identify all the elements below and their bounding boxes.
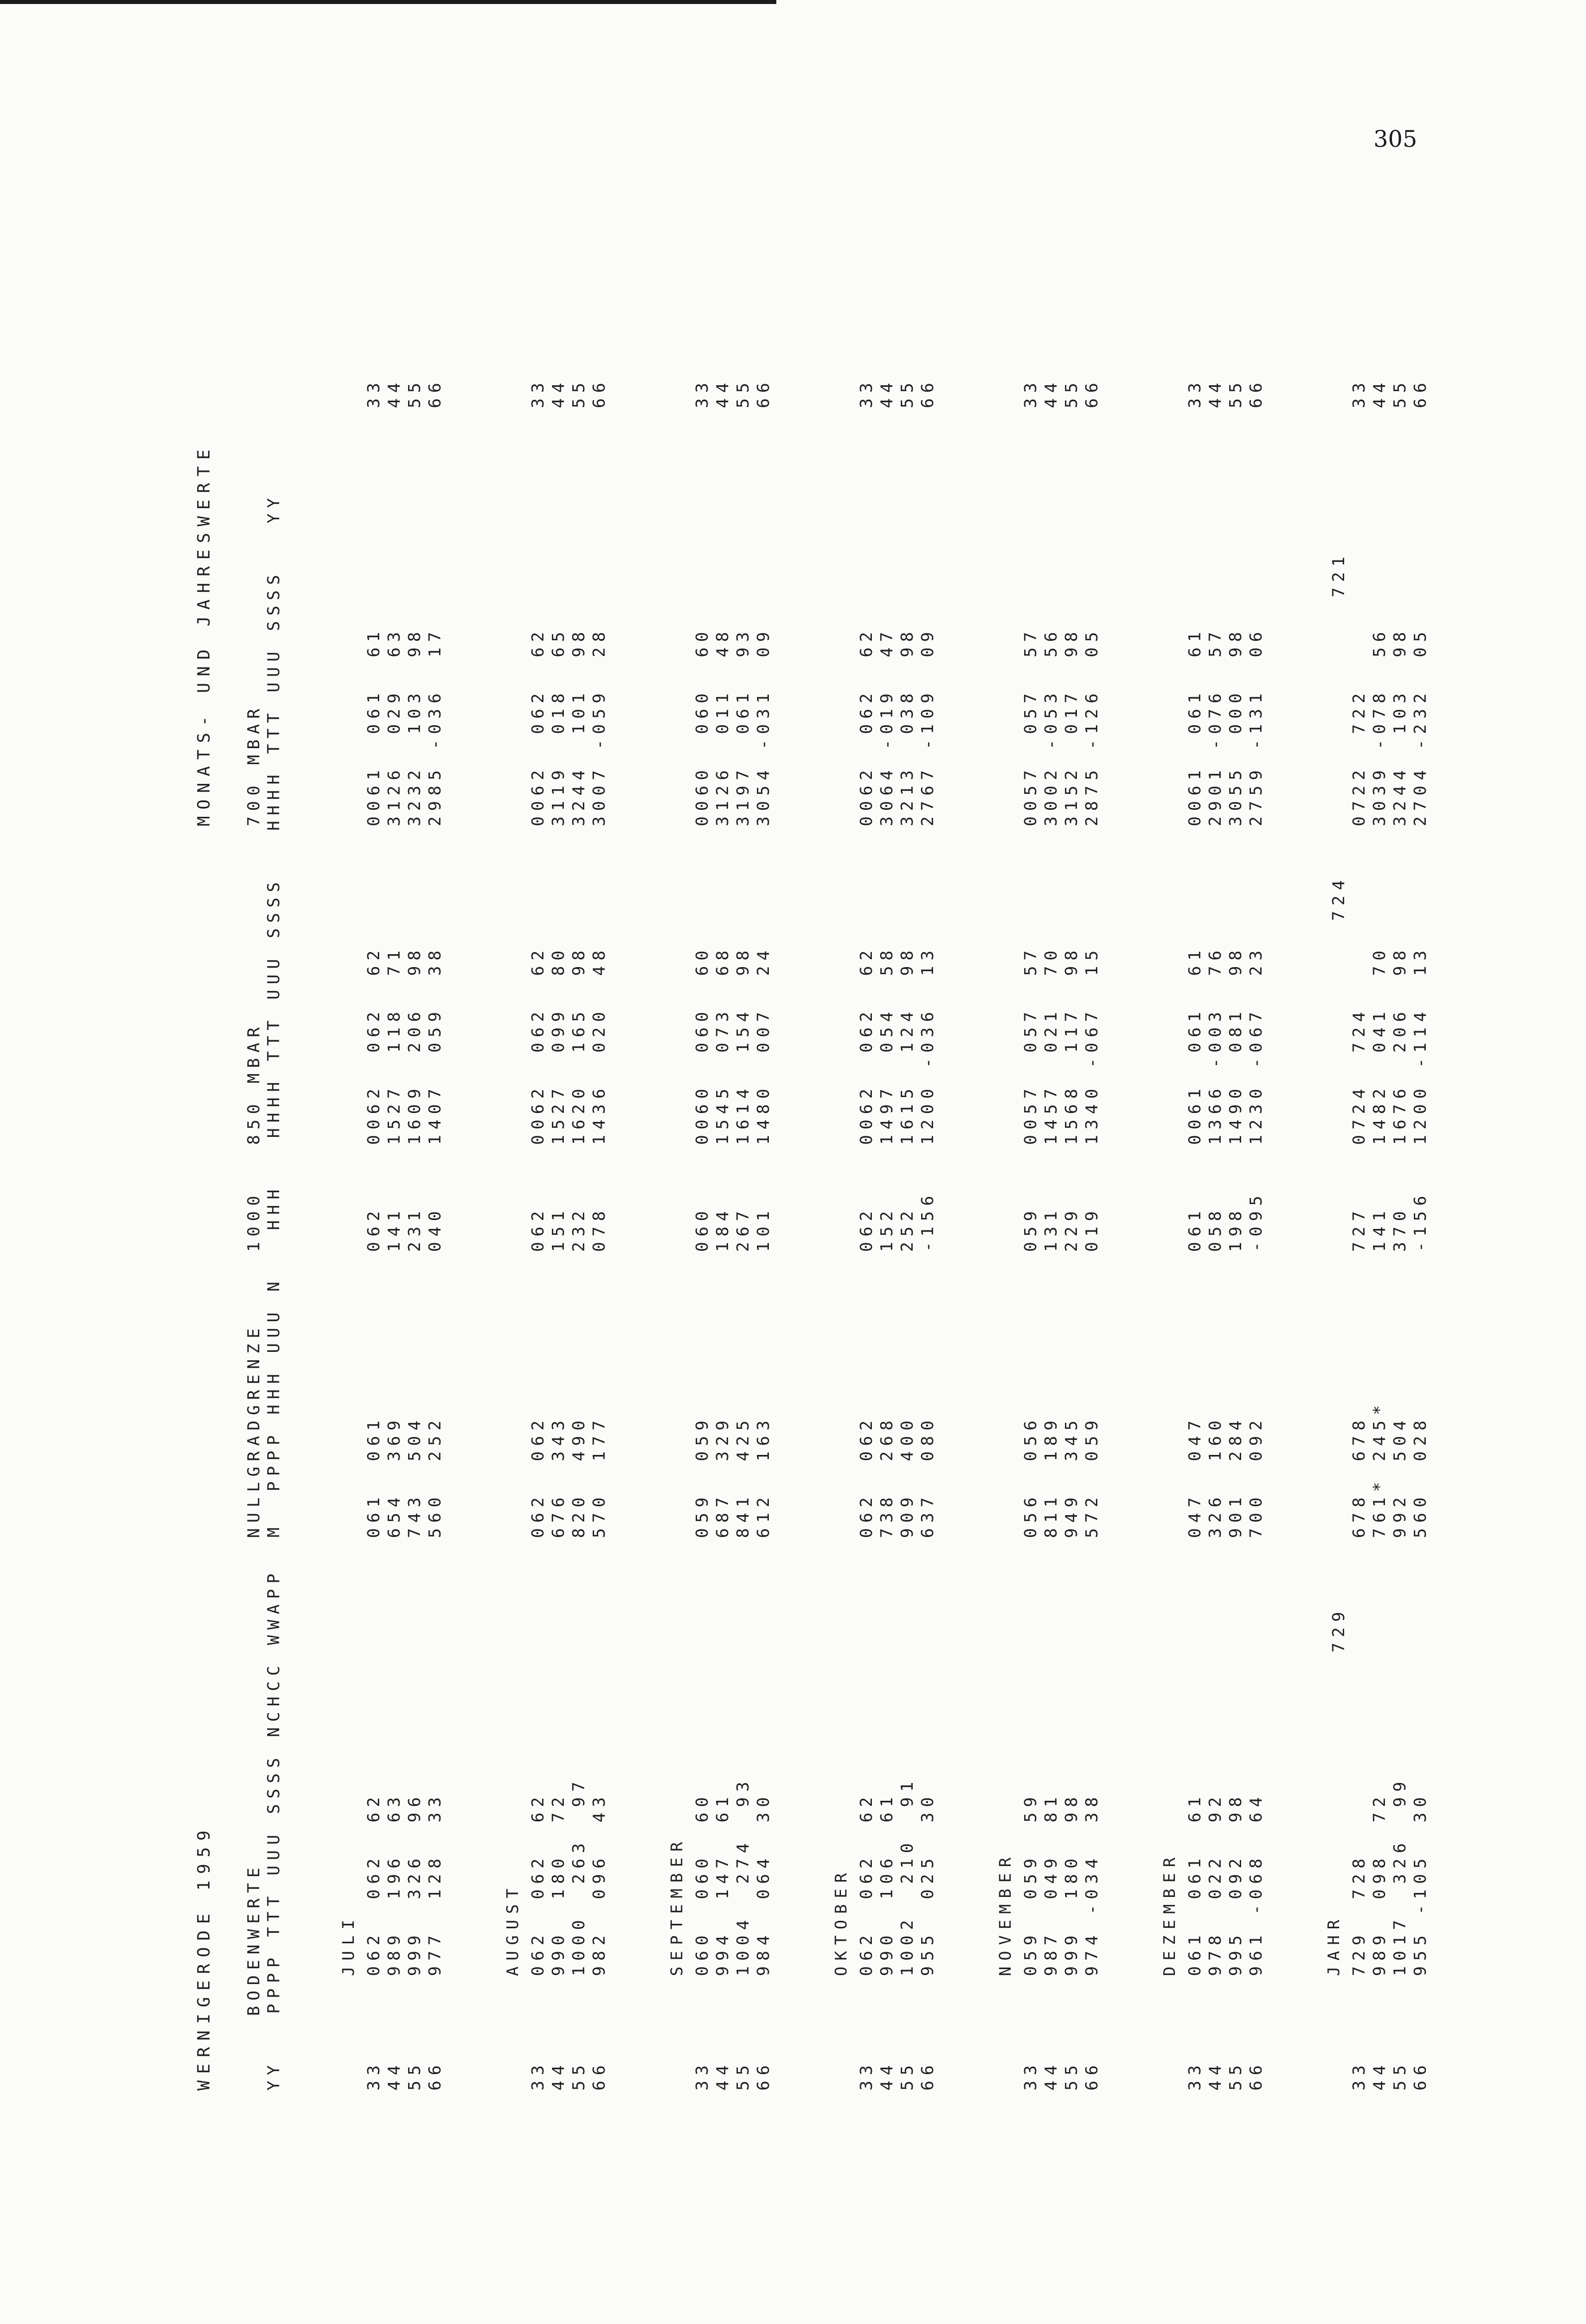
level-1000-values-row: 101 bbox=[753, 1206, 773, 1252]
level-850-values-row: 0724 724 bbox=[1349, 1006, 1369, 1145]
level-850-values-row: 1676 206 98 bbox=[1390, 945, 1409, 1145]
surface-values-row: 955 025 30 bbox=[918, 1791, 937, 1976]
period-label: DEZEMBER bbox=[1160, 1851, 1179, 1976]
level-700-values-row: 3244 101 98 bbox=[569, 626, 588, 826]
level-700-values-row: 0062 062 62 bbox=[856, 626, 876, 826]
year-codes-right-row: 66 bbox=[918, 377, 937, 408]
surface-values-row: 994 147 61 bbox=[713, 1791, 732, 1976]
period-label: OKTOBER bbox=[832, 1867, 850, 1976]
year-codes-right-row: 33 bbox=[528, 377, 547, 408]
year-codes-row: 66 bbox=[1410, 2060, 1430, 2091]
level-850-values-row: 1497 054 58 bbox=[877, 945, 896, 1145]
level-850-values-row: 1366 -003 76 bbox=[1205, 945, 1225, 1145]
level-700-values-row: 3152 017 98 bbox=[1061, 626, 1081, 826]
zero-degree-values-row: 901 284 bbox=[1226, 1415, 1245, 1538]
period-block bbox=[363, 229, 448, 2091]
zero-degree-values-row: 992 504 bbox=[1390, 1415, 1409, 1538]
level-850-values-row: 1545 073 68 bbox=[713, 945, 732, 1145]
year-codes-right-row: 66 bbox=[425, 377, 444, 408]
level-1000-values-row: 061 bbox=[1185, 1206, 1204, 1252]
level-700-values-row: 3126 011 48 bbox=[713, 626, 732, 826]
year-codes-right-row: 33 bbox=[1349, 377, 1369, 408]
level-700-values-row: 0722 722 bbox=[1349, 688, 1369, 826]
period-label: JULI bbox=[339, 1913, 358, 1976]
level-1000-values-row: 078 bbox=[589, 1206, 609, 1252]
surface-values-row: 977 128 33 bbox=[425, 1791, 444, 1976]
year-codes-row: 66 bbox=[753, 2060, 773, 2091]
level-1000-values-row: 141 bbox=[384, 1206, 404, 1252]
surface-values-row: 062 062 62 bbox=[364, 1791, 383, 1976]
level-850-values-row: 1568 117 98 bbox=[1061, 945, 1081, 1145]
level-1000-values-row: 040 bbox=[425, 1206, 444, 1252]
zero-degree-values-row: 059 059 bbox=[692, 1415, 712, 1538]
year-codes-right-row: 55 bbox=[569, 377, 588, 408]
period-label: NOVEMBER bbox=[996, 1851, 1015, 1976]
zero-degree-values-row: 841 425 bbox=[733, 1415, 752, 1538]
surface-values-row: 990 106 61 bbox=[877, 1791, 896, 1976]
year-codes-right-row: 55 bbox=[1226, 377, 1245, 408]
scan-edge-bar bbox=[0, 0, 776, 4]
year-codes-right-row: 66 bbox=[1082, 377, 1101, 408]
year-codes-row: 44 bbox=[877, 2060, 896, 2091]
year-codes-row: 44 bbox=[1205, 2060, 1225, 2091]
year-codes-right-row: 33 bbox=[364, 377, 383, 408]
level-850-values-row: 1200 -036 13 bbox=[918, 945, 937, 1145]
level-700-label: 700 MBAR bbox=[244, 703, 263, 826]
year-codes-row: 66 bbox=[425, 2060, 444, 2091]
surface-values-row: 989 098 72 bbox=[1370, 1791, 1389, 1976]
zero-degree-values-row: 056 056 bbox=[1021, 1415, 1040, 1538]
level-1000-values-row: 058 bbox=[1205, 1206, 1225, 1252]
level-850-ssss: 724 bbox=[1329, 875, 1348, 921]
year-codes-row: 33 bbox=[856, 2060, 876, 2091]
period-block bbox=[528, 229, 612, 2091]
year-codes-row: 33 bbox=[1349, 2060, 1369, 2091]
surface-values-row: 974 -034 38 bbox=[1082, 1791, 1101, 1976]
year-codes-right-row: 44 bbox=[1205, 377, 1225, 408]
period-block bbox=[856, 229, 941, 2091]
level-850-values-row: 1482 041 70 bbox=[1370, 945, 1389, 1145]
level-1000-values-row: 131 bbox=[1041, 1206, 1060, 1252]
level-700-values-row: 3126 029 63 bbox=[384, 626, 404, 826]
year-codes-right-row: 33 bbox=[856, 377, 876, 408]
year-codes-right-row: 55 bbox=[733, 377, 752, 408]
zero-degree-values-row: 061 061 bbox=[364, 1415, 383, 1538]
level-850-values-row: 1340 -067 15 bbox=[1082, 945, 1101, 1145]
zero-degree-values-row: 738 268 bbox=[877, 1415, 896, 1538]
year-codes-row: 33 bbox=[692, 2060, 712, 2091]
level-1000-values-row: 152 bbox=[877, 1206, 896, 1252]
year-codes-row: 66 bbox=[918, 2060, 937, 2091]
year-codes-row: 55 bbox=[569, 2060, 588, 2091]
year-codes-row: 44 bbox=[713, 2060, 732, 2091]
year-codes-right-row: 66 bbox=[589, 377, 609, 408]
level-700-values-row: 3064 -019 47 bbox=[877, 626, 896, 826]
surface-values-row: 984 064 30 bbox=[753, 1791, 773, 1976]
zero-degree-values-row: 761* 245* bbox=[1370, 1400, 1389, 1538]
zero-degree-values-row: 676 343 bbox=[548, 1415, 568, 1538]
year-codes-row: 33 bbox=[1185, 2060, 1204, 2091]
level-1000-values-row: 141 bbox=[1370, 1206, 1389, 1252]
year-codes-right-row: 33 bbox=[692, 377, 712, 408]
surface-values-row: 059 059 59 bbox=[1021, 1791, 1040, 1976]
level-700-values-row: 3054 -031 09 bbox=[753, 626, 773, 826]
level-1000-values-row: 370 bbox=[1390, 1206, 1409, 1252]
year-codes-row: 44 bbox=[1041, 2060, 1060, 2091]
nullgrad-label: NULLGRADGRENZE bbox=[244, 1323, 263, 1538]
level-700-values-row: 2875 -126 05 bbox=[1082, 626, 1101, 826]
period-label: SEPTEMBER bbox=[667, 1836, 686, 1976]
level-1000-values-row: 062 bbox=[364, 1206, 383, 1252]
year-codes-right-row: 66 bbox=[1246, 377, 1266, 408]
year-codes-row: 44 bbox=[384, 2060, 404, 2091]
year-codes-right-row: 44 bbox=[1370, 377, 1389, 408]
period-block bbox=[1184, 229, 1269, 2091]
year-codes-row: 33 bbox=[528, 2060, 547, 2091]
period-label: AUGUST bbox=[503, 1882, 522, 1976]
level-850-values-row: 1609 206 98 bbox=[405, 945, 424, 1145]
level-850-values-row: 0062 062 62 bbox=[364, 945, 383, 1145]
zero-degree-values-row: 700 092 bbox=[1246, 1415, 1266, 1538]
zero-degree-values-row: 326 160 bbox=[1205, 1415, 1225, 1538]
level-1000-values-row: -156 bbox=[918, 1190, 937, 1252]
surface-values-row: 062 062 62 bbox=[528, 1791, 547, 1976]
year-codes-row: 55 bbox=[1390, 2060, 1409, 2091]
zero-degree-values-row: 743 504 bbox=[405, 1415, 424, 1538]
period-block bbox=[1020, 229, 1105, 2091]
level-1000-values-row: 229 bbox=[1061, 1206, 1081, 1252]
level-850-values-row: 1527 099 80 bbox=[548, 945, 568, 1145]
zero-degree-values-row: 949 345 bbox=[1061, 1415, 1081, 1538]
level-850-values-row: 1480 007 24 bbox=[753, 945, 773, 1145]
level-700-values-row: 2759 -131 06 bbox=[1246, 626, 1266, 826]
level-700-values-row: 3244 103 98 bbox=[1390, 626, 1409, 826]
level-850-values-row: 1527 118 71 bbox=[384, 945, 404, 1145]
level-700-values-row: 0062 062 62 bbox=[528, 626, 547, 826]
level-700-values-row: 2767 -109 09 bbox=[918, 626, 937, 826]
level-700-values-row: 3119 018 65 bbox=[548, 626, 568, 826]
year-codes-row: 66 bbox=[1246, 2060, 1266, 2091]
level-850-values-row: 0062 062 62 bbox=[528, 945, 547, 1145]
level-700-values-row: 2985 -036 17 bbox=[425, 626, 444, 826]
level-850-values-row: 1230 -067 23 bbox=[1246, 945, 1266, 1145]
level-1000-values-row: 232 bbox=[569, 1206, 588, 1252]
bodenwerte-label: BODENWERTE bbox=[244, 1862, 263, 2016]
page-number: 305 bbox=[1374, 125, 1417, 152]
zero-degree-values-row: 654 369 bbox=[384, 1415, 404, 1538]
station-title: WERNIGERODE 1959 bbox=[194, 1824, 214, 2091]
level-1000-values-row: 727 bbox=[1349, 1206, 1369, 1252]
surface-ssss: 729 bbox=[1329, 1606, 1348, 1653]
surface-values-row: 1017 326 99 bbox=[1390, 1776, 1409, 1976]
zero-degree-values-row: 612 163 bbox=[753, 1415, 773, 1538]
level-1000-values-row: -156 bbox=[1410, 1190, 1430, 1252]
column-header-line: YY PPPP TTT UUU SSSS NCHCC WWAPP M PPPP HHH UUU N HHH HHHH TTT UUU SSSS HHHH TTT UUU SSSS YY bbox=[264, 492, 283, 2091]
level-700-values-row: 0057 057 57 bbox=[1021, 626, 1040, 826]
level-700-values-row: 3232 103 98 bbox=[405, 626, 424, 826]
surface-values-row: 961 -068 64 bbox=[1246, 1791, 1266, 1976]
level-850-values-row: 0062 062 62 bbox=[856, 945, 876, 1145]
year-codes-row: 33 bbox=[1021, 2060, 1040, 2091]
year-codes-right-row: 33 bbox=[1185, 377, 1204, 408]
level-850-values-row: 0057 057 57 bbox=[1021, 945, 1040, 1145]
rotated-data-sheet bbox=[194, 229, 1463, 2091]
level-850-values-row: 1200 -114 13 bbox=[1410, 945, 1430, 1145]
zero-degree-values-row: 909 400 bbox=[897, 1415, 917, 1538]
level-1000-values-row: 267 bbox=[733, 1206, 752, 1252]
level-700-values-row: 0061 061 61 bbox=[364, 626, 383, 826]
year-codes-row: 55 bbox=[1061, 2060, 1081, 2091]
surface-values-row: 062 062 62 bbox=[856, 1791, 876, 1976]
level-1000-values-row: 151 bbox=[548, 1206, 568, 1252]
zero-degree-values-row: 637 080 bbox=[918, 1415, 937, 1538]
year-codes-right-row: 55 bbox=[1061, 377, 1081, 408]
year-codes-right-row: 33 bbox=[1021, 377, 1040, 408]
surface-values-row: 1004 274 93 bbox=[733, 1776, 752, 1976]
level-850-values-row: 1407 059 38 bbox=[425, 945, 444, 1145]
level-1000-values-row: 059 bbox=[1021, 1206, 1040, 1252]
year-codes-right-row: 44 bbox=[384, 377, 404, 408]
level-1000-label: 1000 bbox=[244, 1190, 263, 1252]
year-codes-row: 66 bbox=[1082, 2060, 1101, 2091]
year-codes-row: 55 bbox=[1226, 2060, 1245, 2091]
level-700-values-row: 3055 000 98 bbox=[1226, 626, 1245, 826]
zero-degree-values-row: 560 252 bbox=[425, 1415, 444, 1538]
level-850-values-row: 1614 154 98 bbox=[733, 945, 752, 1145]
level-1000-values-row: 062 bbox=[528, 1206, 547, 1252]
year-codes-row: 44 bbox=[548, 2060, 568, 2091]
year-codes-right-row: 55 bbox=[1390, 377, 1409, 408]
surface-values-row: 995 092 98 bbox=[1226, 1791, 1245, 1976]
year-codes-right-row: 44 bbox=[1041, 377, 1060, 408]
year-codes-right-row: 66 bbox=[1410, 377, 1430, 408]
level-1000-values-row: -095 bbox=[1246, 1190, 1266, 1252]
surface-values-row: 987 049 81 bbox=[1041, 1791, 1060, 1976]
year-codes-right-row: 44 bbox=[877, 377, 896, 408]
year-codes-row: 33 bbox=[364, 2060, 383, 2091]
level-1000-values-row: 184 bbox=[713, 1206, 732, 1252]
level-700-values-row: 0061 061 61 bbox=[1185, 626, 1204, 826]
level-1000-values-row: 060 bbox=[692, 1206, 712, 1252]
zero-degree-values-row: 570 177 bbox=[589, 1415, 609, 1538]
level-850-values-row: 1457 021 70 bbox=[1041, 945, 1060, 1145]
level-850-values-row: 1490 081 98 bbox=[1226, 945, 1245, 1145]
level-700-values-row: 0060 060 60 bbox=[692, 626, 712, 826]
period-block bbox=[692, 229, 776, 2091]
period-label: JAHR bbox=[1324, 1913, 1343, 1976]
zero-degree-values-row: 062 062 bbox=[856, 1415, 876, 1538]
zero-degree-values-row: 687 329 bbox=[713, 1415, 732, 1538]
surface-values-row: 978 022 92 bbox=[1205, 1791, 1225, 1976]
monthly-annual-title: MONATS- UND JAHRESWERTE bbox=[194, 443, 214, 826]
zero-degree-values-row: 820 490 bbox=[569, 1415, 588, 1538]
level-850-values-row: 1620 165 98 bbox=[569, 945, 588, 1145]
level-850-values-row: 1436 020 48 bbox=[589, 945, 609, 1145]
surface-values-row: 060 060 60 bbox=[692, 1791, 712, 1976]
year-codes-right-row: 55 bbox=[897, 377, 917, 408]
surface-values-row: 999 180 98 bbox=[1061, 1791, 1081, 1976]
level-1000-values-row: 252 bbox=[897, 1206, 917, 1252]
surface-values-row: 955 -105 30 bbox=[1410, 1791, 1430, 1976]
zero-degree-values-row: 560 028 bbox=[1410, 1415, 1430, 1538]
surface-values-row: 989 196 63 bbox=[384, 1791, 404, 1976]
level-1000-values-row: 062 bbox=[856, 1206, 876, 1252]
level-700-values-row: 2901 -076 57 bbox=[1205, 626, 1225, 826]
zero-degree-values-row: 811 189 bbox=[1041, 1415, 1060, 1538]
level-1000-values-row: 198 bbox=[1226, 1206, 1245, 1252]
year-codes-right-row: 66 bbox=[753, 377, 773, 408]
surface-values-row: 990 180 72 bbox=[548, 1791, 568, 1976]
level-850-label: 850 MBAR bbox=[244, 1022, 263, 1145]
level-850-values-row: 0061 061 61 bbox=[1185, 945, 1204, 1145]
zero-degree-values-row: 678 678 bbox=[1349, 1415, 1369, 1538]
level-850-values-row: 0060 060 60 bbox=[692, 945, 712, 1145]
level-700-values-row: 3007 -059 28 bbox=[589, 626, 609, 826]
year-codes-right-row: 44 bbox=[713, 377, 732, 408]
year-codes-row: 55 bbox=[733, 2060, 752, 2091]
zero-degree-values-row: 572 059 bbox=[1082, 1415, 1101, 1538]
year-codes-row: 55 bbox=[405, 2060, 424, 2091]
zero-degree-values-row: 047 047 bbox=[1185, 1415, 1204, 1538]
surface-values-row: 982 096 43 bbox=[589, 1791, 609, 1976]
surface-values-row: 1002 210 91 bbox=[897, 1776, 917, 1976]
level-1000-values-row: 019 bbox=[1082, 1206, 1101, 1252]
year-codes-right-row: 55 bbox=[405, 377, 424, 408]
surface-values-row: 999 326 96 bbox=[405, 1791, 424, 1976]
level-700-values-row: 3197 061 93 bbox=[733, 626, 752, 826]
year-codes-row: 66 bbox=[589, 2060, 609, 2091]
level-700-ssss: 721 bbox=[1329, 551, 1348, 597]
surface-values-row: 1000 263 97 bbox=[569, 1776, 588, 1976]
year-codes-row: 44 bbox=[1370, 2060, 1389, 2091]
year-codes-right-row: 44 bbox=[548, 377, 568, 408]
level-700-values-row: 3039 -078 56 bbox=[1370, 626, 1389, 826]
surface-values-row: 061 061 61 bbox=[1185, 1791, 1204, 1976]
level-700-values-row: 2704 -232 05 bbox=[1410, 626, 1430, 826]
level-1000-values-row: 231 bbox=[405, 1206, 424, 1252]
level-700-values-row: 3002 -053 56 bbox=[1041, 626, 1060, 826]
surface-values-row: 729 728 bbox=[1349, 1853, 1369, 1976]
level-700-values-row: 3213 038 98 bbox=[897, 626, 917, 826]
year-codes-row: 55 bbox=[897, 2060, 917, 2091]
zero-degree-values-row: 062 062 bbox=[528, 1415, 547, 1538]
level-850-values-row: 1615 124 98 bbox=[897, 945, 917, 1145]
